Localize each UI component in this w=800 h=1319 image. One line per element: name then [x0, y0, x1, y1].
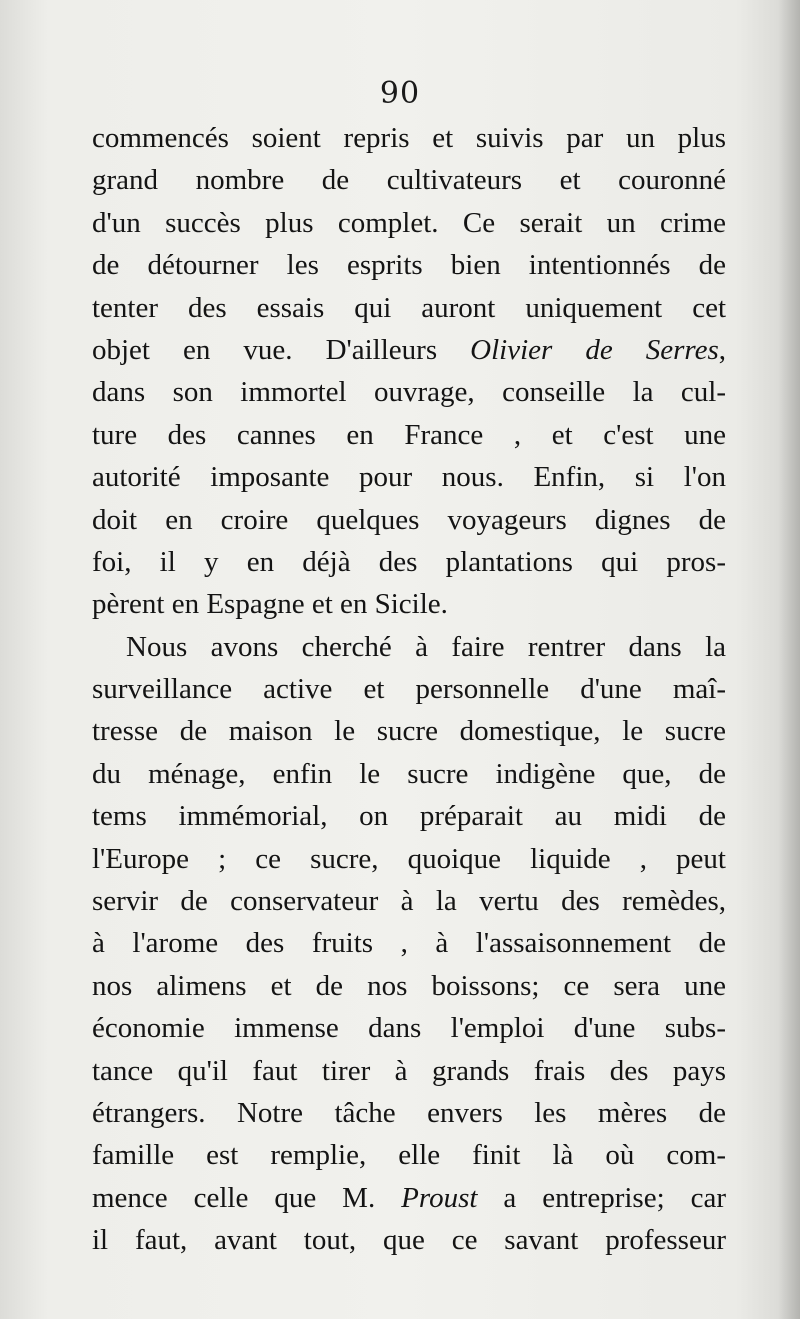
text-line: tems immémorial, on préparait au midi de: [92, 800, 726, 833]
text-line: du ménage, enfin le sucre indigène que, de: [92, 757, 726, 790]
text-segment: a entreprise; car: [477, 1181, 726, 1214]
text-line: il faut, avant tout, que ce savant professeur: [92, 1224, 726, 1257]
text-line: tenter des essais qui auront uniquement cet: [92, 291, 726, 324]
text-line: pèrent en Espagne et en Sicile.: [92, 588, 448, 621]
text-line-with-emphasis: [92, 1177, 726, 1219]
text-line: économie immense dans l'emploi d'une subs-: [92, 1012, 726, 1045]
text-line: famille est remplie, elle finit là où com-: [92, 1139, 726, 1172]
emphasized-name: Olivier de Serres: [470, 333, 719, 366]
text-line: grand nombre de cultivateurs et couronné: [92, 164, 726, 197]
emphasized-name: Proust: [401, 1181, 478, 1214]
text-line: à l'arome des fruits , à l'assaisonnement de: [92, 927, 726, 960]
text-line: l'Europe ; ce sucre, quoique liquide , peut: [92, 842, 726, 875]
text-line: autorité imposante pour nous. Enfin, si l'on: [92, 461, 726, 494]
text-line: commencés soient repris et suivis par un plus: [92, 122, 726, 154]
text-line: étrangers. Notre tâche envers les mères de: [92, 1096, 726, 1129]
text-line: surveillance active et personnelle d'une maî-: [92, 673, 726, 706]
body-text: [92, 117, 726, 1262]
text-line: nos alimens et de nos boissons; ce sera une: [92, 969, 726, 1002]
text-line: Nous avons cherché à faire rentrer dans la: [126, 630, 726, 663]
text-line: de détourner les esprits bien intentionnés de: [92, 249, 726, 282]
page-edge-shadow: [778, 0, 800, 1319]
text-segment: ,: [718, 333, 726, 366]
text-line: d'un succès plus complet. Ce serait un crime: [92, 206, 726, 239]
text-line-with-emphasis: [92, 329, 726, 371]
text-line: ture des cannes en France , et c'est une: [92, 418, 726, 451]
text-segment: objet en vue. D'ailleurs: [92, 333, 471, 366]
text-line: tresse de maison le sucre domestique, le sucre: [92, 715, 726, 748]
text-segment: mence celle que M.: [92, 1181, 402, 1214]
text-line: dans son immortel ouvrage, conseille la cul-: [92, 376, 726, 409]
text-line: servir de conservateur à la vertu des remèdes,: [92, 885, 726, 918]
text-line: tance qu'il faut tirer à grands frais des pays: [92, 1054, 726, 1087]
text-line: foi, il y en déjà des plantations qui pros-: [92, 545, 726, 578]
page-number: 90: [379, 76, 421, 111]
text-line: doit en croire quelques voyageurs dignes de: [92, 503, 726, 536]
